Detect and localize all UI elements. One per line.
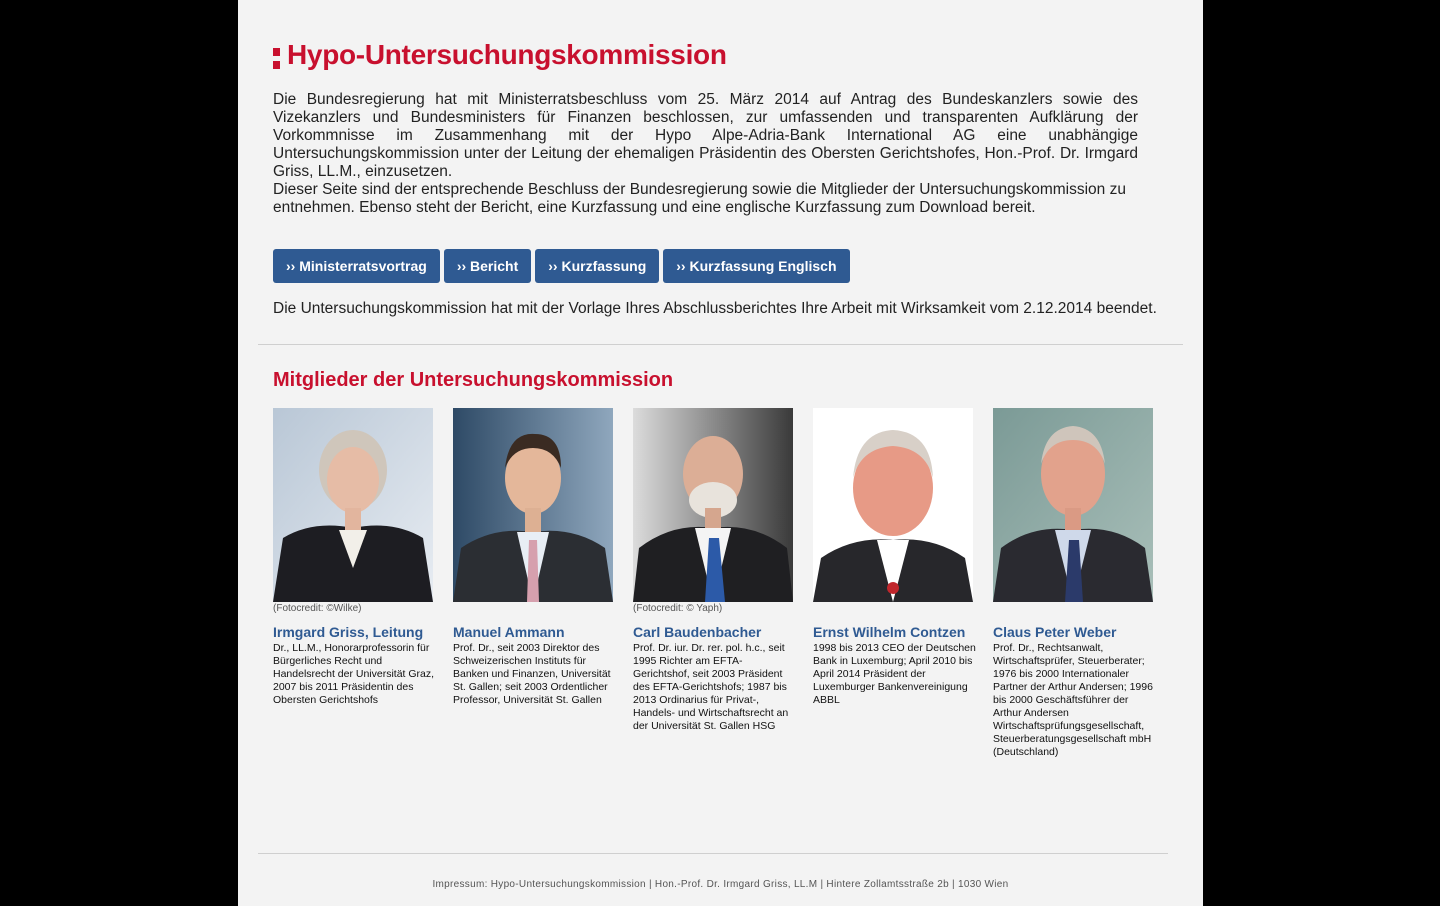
members-list — [273, 408, 1153, 759]
title-row — [273, 38, 727, 72]
member-name-weber[interactable]: Claus Peter Weber — [993, 624, 1117, 640]
member-card-contzen — [813, 408, 976, 759]
bericht-button[interactable]: ›› Bericht — [444, 249, 531, 283]
divider-top — [258, 344, 1183, 345]
page-title: Hypo-Untersuchungskommission — [287, 39, 727, 70]
ministerratsvortrag-button[interactable]: ›› Ministerratsvortrag — [273, 249, 440, 283]
kurzfassung-englisch-button[interactable]: ›› Kurzfassung Englisch — [663, 249, 849, 283]
member-photo-griss — [273, 408, 433, 602]
member-photo-baudenbacher — [633, 408, 793, 602]
member-card-baudenbacher — [633, 408, 793, 759]
member-photo-weber — [993, 408, 1153, 602]
member-photo-credit: (Fotocredit: ©Wilke) — [273, 603, 362, 614]
member-photo-credit: (Fotocredit: © Yaph) — [633, 603, 723, 614]
member-description: Dr., LL.M., Honorarprofessorin für Bürgerliches Recht und Handelsrecht der Universität Graz, 2007 bis 2011 Präsidentin des Obersten Gerichtshofs — [273, 642, 435, 706]
member-card-ammann — [453, 408, 613, 759]
member-photo-credit — [813, 602, 973, 616]
page-container — [238, 0, 1203, 906]
member-description: Prof. Dr., Rechtsanwalt, Wirtschaftsprüfer, Steuerberater; 1976 bis 2000 Internationaler Partner der Arthur Andersen; 1996 bis 2000 Geschäftsführer der Arthur Andersen Wirtschaftsprüfungsgesellschaft, Steuerberatungsgesellschaft mbH (Deutschland) — [993, 642, 1153, 758]
closing-text: Die Untersuchungskommission hat mit der Vorlage Ihres Abschlussberichtes Ihre Arbeit mit Wirksamkeit vom 2.12.2014 beendet. — [273, 300, 1157, 317]
member-photo-ammann — [453, 408, 613, 602]
intro-paragraph-1: Die Bundesregierung hat mit Ministerratsbeschluss vom 25. März 2014 auf Antrag des Bundeskanzlers sowie des Vizekanzlers und Bundesministers für Finanzen beschlossen, zur umfassenden und transparenten Aufklärung der Vorkommnisse im Zusammenhang mit der Hypo Alpe-Adria-Bank International AG eine unabhängige Untersuchungskommission unter der Leitung der ehemaligen Präsidentin des Obersten Gerichtshofes, Hon.-Prof. Dr. Irmgard Griss, LL.M., einzusetzen. — [273, 91, 1138, 180]
member-description: Prof. Dr., seit 2003 Direktor des Schweizerischen Instituts für Banken und Finanzen, Universität St. Gallen; seit 2003 Ordentlicher Professor, Universität St. Gallen — [453, 642, 611, 706]
member-name-baudenbacher[interactable]: Carl Baudenbacher — [633, 624, 762, 640]
download-buttons — [273, 249, 850, 283]
divider-bottom — [258, 853, 1168, 854]
kurzfassung-button[interactable]: ›› Kurzfassung — [535, 249, 659, 283]
member-photo-contzen — [813, 408, 973, 602]
member-name-ammann[interactable]: Manuel Ammann — [453, 624, 565, 640]
title-colon-icon — [273, 48, 280, 69]
member-description: 1998 bis 2013 CEO der Deutschen Bank in Luxemburg; April 2010 bis April 2014 Präsident der Luxemburger Bankenvereinigung ABBL — [813, 642, 976, 706]
intro-text — [273, 91, 1138, 217]
member-card-griss — [273, 408, 433, 759]
intro-paragraph-2: Dieser Seite sind der entsprechende Beschluss der Bundesregierung sowie die Mitglieder der Untersuchungskommission zu entnehmen. Ebenso steht der Bericht, eine Kurzfassung und eine englische Kurzfassung zum Download bereit. — [273, 181, 1126, 216]
member-description: Prof. Dr. iur. Dr. rer. pol. h.c., seit 1995 Richter am EFTA-Gerichtshof, seit 2003 Präsident des EFTA-Gerichtshofs; 1987 bis 2013 Ordinarius für Privat-, Handels- und Wirtschaftsrecht an der Universität St. Gallen HSG — [633, 642, 789, 732]
footer-impressum: Impressum: Hypo-Untersuchungskommission | Hon.-Prof. Dr. Irmgard Griss, LL.M | Hintere Zollamtsstraße 2b | 1030 Wien — [432, 879, 1009, 890]
member-card-weber — [993, 408, 1153, 759]
member-photo-credit — [453, 602, 613, 616]
member-name-contzen[interactable]: Ernst Wilhelm Contzen — [813, 624, 966, 640]
member-name-griss[interactable]: Irmgard Griss, Leitung — [273, 624, 424, 640]
member-photo-credit — [993, 602, 1153, 616]
members-title: Mitglieder der Untersuchungskommission — [273, 369, 674, 391]
